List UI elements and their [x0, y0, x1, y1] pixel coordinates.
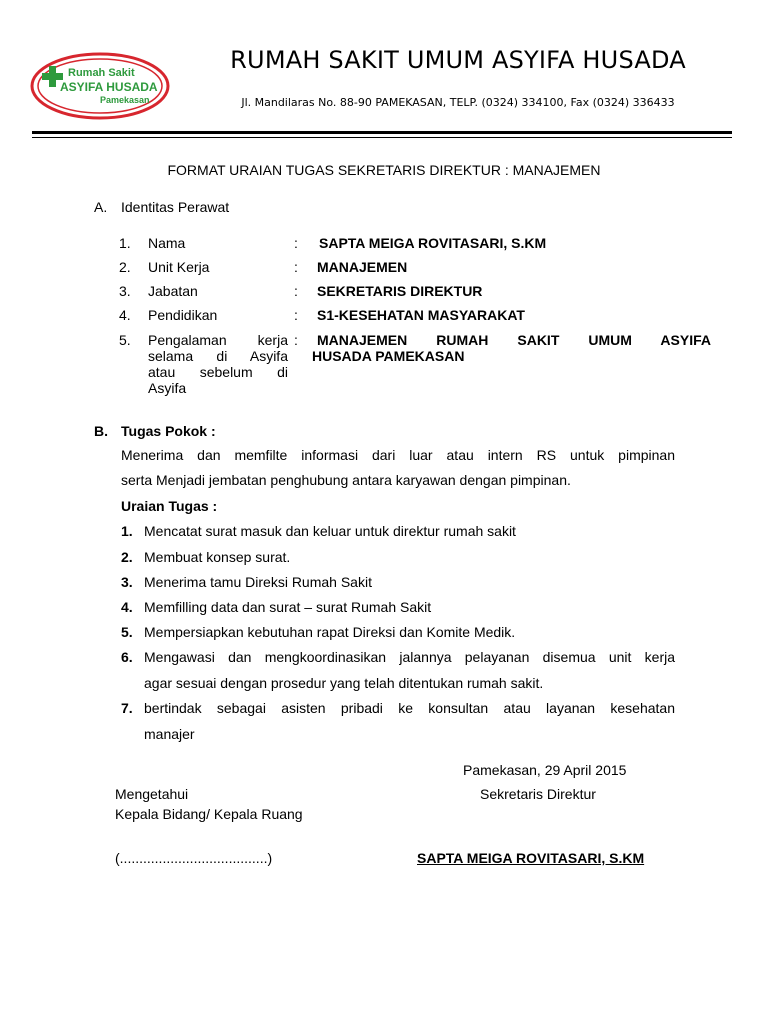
- identity-row-colon: :: [294, 259, 298, 275]
- identity-row-colon: :: [294, 283, 298, 299]
- task-list-subtitle: Uraian Tugas :: [121, 498, 218, 514]
- letterhead-divider-thin: [32, 137, 732, 138]
- task-text: Memfilling data dan surat – surat Rumah Sakit: [144, 599, 432, 615]
- hospital-name: RUMAH SAKIT UMUM ASYIFA HUSADA: [230, 46, 686, 74]
- section-a-letter: A.: [94, 199, 108, 215]
- section-b-letter: B.: [94, 423, 108, 439]
- identity-row-value: SEKRETARIS DIREKTUR: [317, 283, 483, 299]
- identity-row-label-multiline: [148, 332, 288, 396]
- main-duty-line2: serta Menjadi jembatan penghubung antara karyawan dengan pimpinan.: [121, 472, 571, 488]
- identity-row-colon: :: [294, 332, 298, 348]
- experience-label-line: Pengalaman kerja: [148, 332, 288, 348]
- task-text: Mencatat surat masuk dan keluar untuk direktur rumah sakit: [144, 523, 516, 539]
- identity-row-num: 5.: [119, 332, 131, 348]
- task-text-continued: manajer: [144, 726, 195, 742]
- acknowledged-label: Mengetahui: [115, 786, 189, 802]
- identity-row-num: 4.: [119, 307, 131, 323]
- identity-row-colon: :: [294, 307, 298, 323]
- logo-line1: Rumah Sakit: [68, 67, 135, 79]
- section-a-title: Identitas Perawat: [121, 199, 230, 215]
- hospital-logo: [30, 52, 170, 120]
- letterhead-divider-thick: [32, 131, 732, 134]
- hospital-address: Jl. Mandilaras No. 88-90 PAMEKASAN, TELP. (0324) 334100, Fax (0324) 336433: [241, 96, 675, 109]
- task-num: 1.: [121, 523, 133, 539]
- task-text: Mempersiapkan kebutuhan rapat Direksi dan Komite Medik.: [144, 624, 516, 640]
- document-title: FORMAT URAIAN TUGAS SEKRETARIS DIREKTUR : MANAJEMEN: [167, 162, 601, 178]
- identity-row-label: Nama: [148, 235, 186, 251]
- identity-row-value: S1-KESEHATAN MASYARAKAT: [317, 307, 525, 323]
- task-num: 7.: [121, 700, 133, 716]
- signer-position: Sekretaris Direktur: [480, 786, 596, 802]
- experience-value-line2: HUSADA PAMEKASAN: [312, 348, 465, 364]
- section-b-title: Tugas Pokok :: [121, 423, 216, 439]
- task-text: Menerima tamu Direksi Rumah Sakit: [144, 574, 372, 590]
- task-num: 5.: [121, 624, 133, 640]
- identity-row-label: Pendidikan: [148, 307, 218, 323]
- logo-line2: ASYIFA HUSADA: [60, 80, 158, 94]
- identity-row-num: 2.: [119, 259, 131, 275]
- experience-value-line1: MANAJEMEN RUMAH SAKIT UMUM ASYIFA: [317, 332, 711, 348]
- place-date: Pamekasan, 29 April 2015: [463, 762, 627, 778]
- main-duty-line1: Menerima dan memfilte informasi dari luar atau intern RS untuk pimpinan: [121, 447, 675, 463]
- acknowledger-position: Kepala Bidang/ Kepala Ruang: [115, 806, 303, 822]
- identity-row-label: Unit Kerja: [148, 259, 210, 275]
- logo-line3: Pamekasan: [100, 95, 150, 105]
- task-text-continued: agar sesuai dengan prosedur yang telah ditentukan rumah sakit.: [144, 675, 544, 691]
- task-text: Membuat konsep surat.: [144, 549, 291, 565]
- identity-row-value: MANAJEMEN: [317, 259, 408, 275]
- task-num: 4.: [121, 599, 133, 615]
- identity-row-colon: :: [294, 235, 298, 251]
- identity-row-label: Jabatan: [148, 283, 198, 299]
- identity-row-num: 3.: [119, 283, 131, 299]
- signer-name: SAPTA MEIGA ROVITASARI, S.KM: [417, 850, 645, 866]
- experience-label-line: selama di Asyifa: [148, 348, 288, 364]
- identity-row-num: 1.: [119, 235, 131, 251]
- hospital-logo-graphic: [30, 52, 170, 120]
- task-text: Mengawasi dan mengkoordinasikan jalannya pelayanan disemua unit kerja: [144, 649, 675, 665]
- task-text: bertindak sebagai asisten pribadi ke konsultan atau layanan kesehatan: [144, 700, 675, 716]
- acknowledger-signature-blank: (......................................): [115, 850, 273, 866]
- task-num: 6.: [121, 649, 133, 665]
- task-num: 3.: [121, 574, 133, 590]
- experience-label-line: Asyifa: [148, 380, 187, 396]
- identity-row-value: SAPTA MEIGA ROVITASARI, S.KM: [319, 235, 547, 251]
- experience-label-line: atau sebelum di: [148, 364, 288, 380]
- task-num: 2.: [121, 549, 133, 565]
